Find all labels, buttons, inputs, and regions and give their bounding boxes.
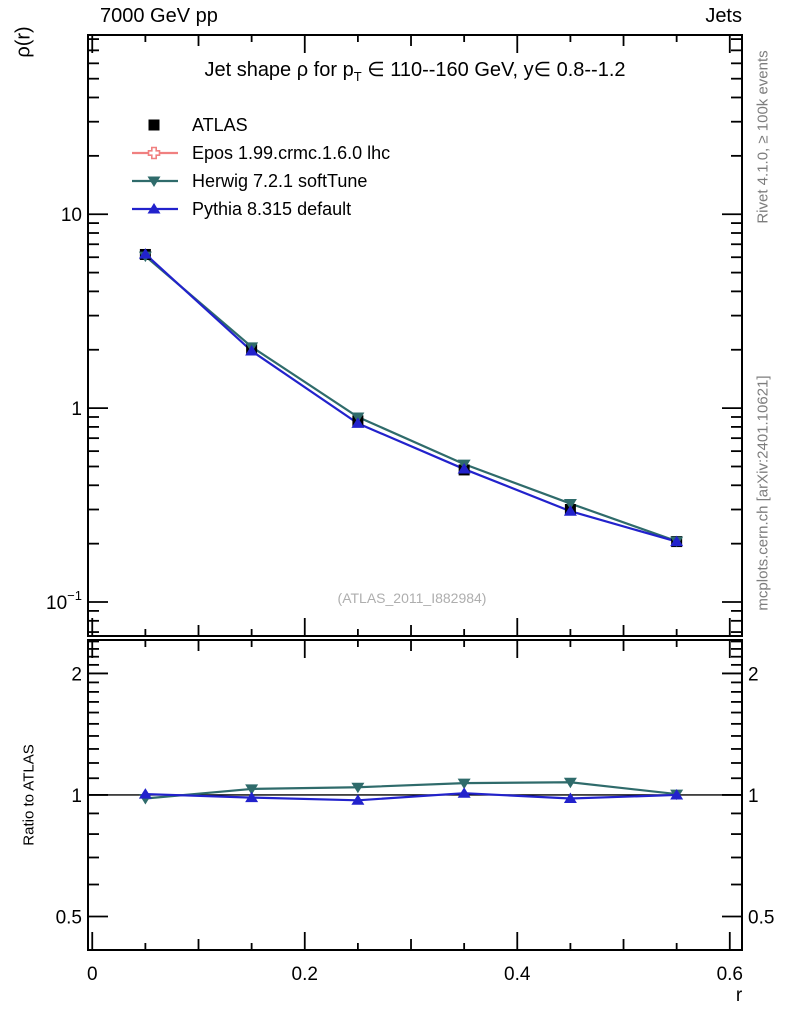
ratio-y-tick-label: 0.5: [748, 907, 775, 929]
legend-label: Pythia 8.315 default: [192, 198, 352, 219]
main-curve: [145, 254, 676, 542]
x-tick-label: 0.2: [291, 964, 318, 985]
main-y-tick-label: $10^{-1}$: [46, 588, 82, 615]
x-tick-label: 0.4: [504, 964, 531, 985]
legend-label: Herwig 7.2.1 softTune: [192, 170, 368, 191]
x-tick-label: 0: [86, 964, 98, 985]
triangle-up-marker-icon: [131, 200, 189, 218]
ratio-y-tick-label: 2: [748, 664, 759, 686]
rivet-version-note: Rivet 4.1.0, ≥ 100k events: [754, 50, 772, 224]
open-cross-marker-icon: [131, 144, 189, 162]
plot-title-pre: Jet shape ρ for p: [204, 59, 354, 81]
ratio-y-tick-label: 0.5: [55, 907, 82, 929]
main-y-tick-label: 1: [71, 399, 82, 421]
ratio-y-axis-label: Ratio to ATLAS: [20, 744, 38, 846]
main-y-axis-label: ρ(r): [12, 26, 35, 58]
mcplots-attribution: mcplots.cern.ch [arXiv:2401.10621]: [754, 375, 772, 611]
legend-item-epos: [131, 139, 390, 167]
legend-item-atlas: [131, 111, 390, 139]
process-label: Jets: [705, 5, 742, 27]
analysis-id-watermark: (ATLAS_2011_I882984): [337, 590, 487, 606]
triangle-down-marker-icon: [131, 172, 189, 190]
legend-item-pythia: [131, 195, 390, 223]
ratio-curve: [145, 793, 676, 800]
plot-title-subscript: T: [353, 69, 362, 84]
legend-item-herwig: [131, 167, 390, 195]
legend-label: ATLAS: [192, 114, 248, 135]
main-y-tick-label: 10: [60, 205, 82, 227]
ratio-y-tick-label: 1: [748, 785, 759, 807]
x-axis-label: r: [735, 985, 743, 1006]
filled-square-marker-icon: [131, 116, 189, 134]
legend: [131, 111, 390, 223]
legend-label: Epos 1.99.crmc.1.6.0 lhc: [192, 142, 391, 163]
plot-title: [88, 57, 742, 84]
x-tick-label: 0.6: [716, 964, 743, 985]
ratio-y-tick-label: 1: [71, 785, 82, 807]
beam-energy-label: 7000 GeV pp: [100, 5, 218, 27]
plot-title-post: ∈ 110--160 GeV, y∈ 0.8--1.2: [361, 59, 626, 81]
ratio-y-tick-label: 2: [71, 664, 82, 686]
main-curve: [145, 256, 676, 541]
